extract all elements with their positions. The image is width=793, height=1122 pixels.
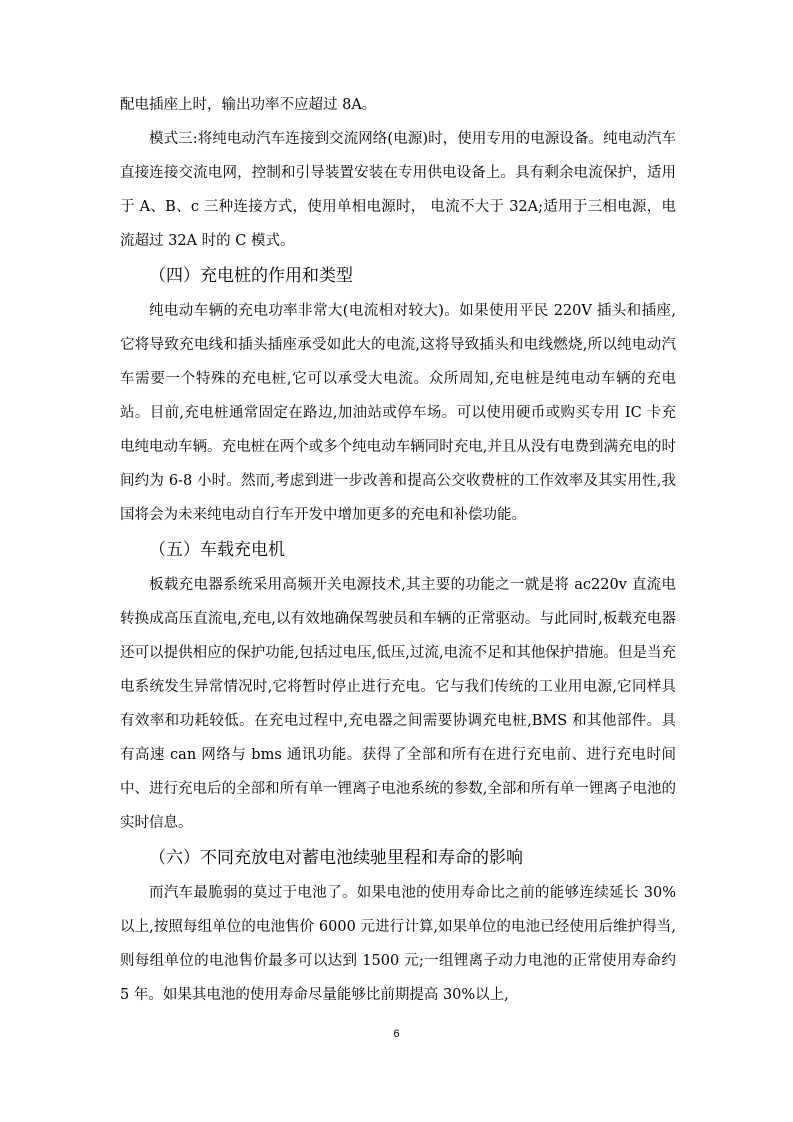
section-heading-5: （五）车载充电机	[149, 540, 285, 560]
paragraph-battery-life: 而汽车最脆弱的莫过于电池了。如果电池的使用寿命比之前的能够连续延长 30%以上,按照每组单位的电池售价 6000 元进行计算,如果单位的电池已经使用后维护得当,则每组单位的电池售价最多可以达到 1500 元;一组锂离子动力电池的正常使用寿命约 5 年。如果其电池的使用寿命尽量能够比前期提高 30%以上,	[120, 885, 676, 1003]
section-heading-4: （四）充电桩的作用和类型	[149, 266, 353, 286]
paragraph-mode-three: 模式三:将纯电动汽车连接到交流网络(电源)时，使用专用的电源设备。纯电动汽车直接连接交流电网，控制和引导装置安装在专用供电设备上。具有剩余电流保护，适用于 A、B、c 三种连接方式，使用单相电源时， 电流不大于 32A;适用于三相电源，电流超过 32A 时的 C 模式。	[120, 131, 676, 249]
section-heading-6: （六）不同充放电对蓄电池续驰里程和寿命的影响	[149, 848, 523, 868]
paragraph-continuation: 配电插座上时，输出功率不应超过 8A。	[120, 97, 377, 113]
page-body	[120, 88, 676, 1012]
paragraph-charging-pile: 纯电动车辆的充电功率非常大(电流相对较大)。如果使用平民 220V 插头和插座,它将导致充电线和插头插座承受如此大的电流,这将导致插头和电线燃烧,所以纯电动汽车需要一个特殊的充电桩,它可以承受大电流。众所周知,充电桩是纯电动车辆的充电站。目前,充电桩通常固定在路边,加油站或停车场。可以使用硬币或购买专用 IC 卡充电纯电动车辆。充电桩在两个或多个纯电动车辆同时充电,并且从没有电费到满充电的时间约为 6-8 小时。然而,考虑到进一步改善和提高公交收费桩的工作效率及其实用性,我国将会为未来纯电动自行车开发中增加更多的充电和补偿功能。	[120, 303, 676, 523]
paragraph-onboard-charger: 板载充电器系统采用高频开关电源技术,其主要的功能之一就是将 ac220v 直流电转换成高压直流电,充电,以有效地确保驾驶员和车辆的正常驱动。与此同时,板载充电器还可以提供相应的保护功能,包括过电压,低压,过流,电流不足和其他保护措施。但是当充电系统发生异常情况时,它将暂时停止进行充电。它与我们传统的工业用电源,它同样具有效率和功耗较低。在充电过程中,充电器之间需要协调充电桩,BMS 和其他部件。具有高速 can 网络与 bms 通讯功能。获得了全部和所有在进行充电前、进行充电时间中、进行充电后的全部和所有单一锂离子电池系统的参数,全部和所有单一锂离子电池的实时信息。	[120, 577, 676, 831]
page-number: 6	[393, 1028, 400, 1040]
